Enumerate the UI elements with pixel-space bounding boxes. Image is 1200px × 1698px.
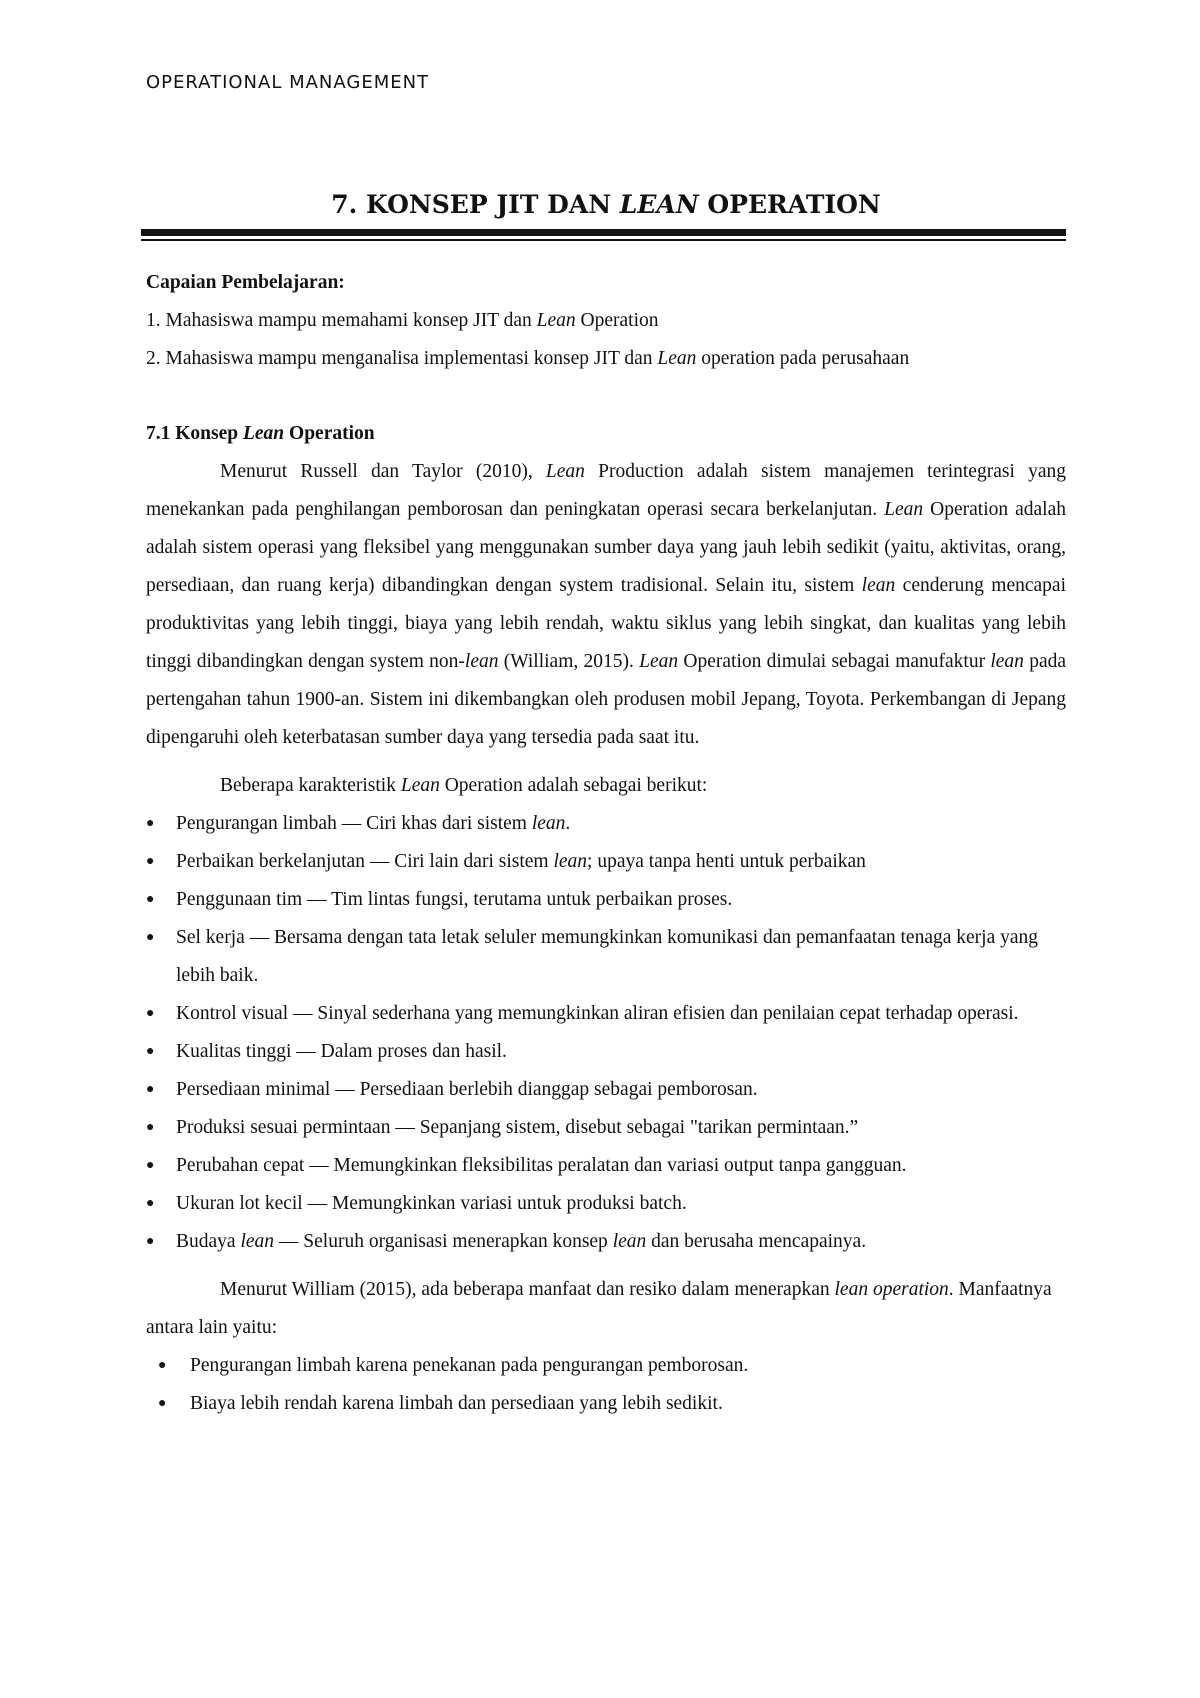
list-item-text: Budaya — [176, 1231, 241, 1252]
bullet-icon: ● — [146, 1120, 155, 1135]
paragraph-emphasis: lean — [990, 651, 1024, 672]
list-item — [146, 843, 1066, 881]
objective-text: operation pada perusahaan — [696, 348, 910, 369]
paragraph-text: Production adalah sistem manajemen terintegrasi yang menekankan pada penghilangan pemborosan dan peningkatan operasi secara berkelanjutan. — [146, 461, 1066, 520]
paragraph-text: Menurut Russell dan Taylor (2010), — [220, 461, 546, 482]
benefits-intro — [146, 1271, 1066, 1347]
list-item — [146, 1223, 1066, 1261]
bullet-icon: ● — [146, 1196, 155, 1211]
intro-paragraph — [146, 453, 1066, 757]
list-item — [146, 881, 1066, 919]
paragraph-emphasis: Lean — [639, 651, 679, 672]
list-item — [146, 1147, 1066, 1185]
intro-emphasis: lean operation — [834, 1279, 949, 1300]
bullet-icon: ● — [146, 1234, 155, 1249]
paragraph-text: Operation adalah adalah sistem operasi yang fleksibel yang menggunakan sumber daya yang jauh lebih sedikit (yaitu, aktivitas, orang, persediaan, dan ruang kerja) dibandingkan dengan system tradisional. Selain itu, sistem — [146, 499, 1067, 596]
intro-emphasis: Lean — [400, 775, 440, 796]
list-item-text: Perbaikan berkelanjutan — Ciri lain dari sistem — [176, 851, 554, 872]
list-item-text: dan berusaha mencapainya. — [646, 1231, 867, 1252]
section-heading-emphasis: Lean — [242, 423, 285, 444]
objective-text: 2. Mahasiswa mampu menganalisa implementasi konsep JIT dan — [146, 348, 658, 369]
chapter-title-italic: LEAN — [619, 190, 699, 219]
bullet-icon: ● — [146, 854, 155, 869]
objectives-heading: Capaian Pembelajaran: — [146, 272, 345, 293]
title-rule-thin — [141, 239, 1066, 241]
intro-text: Menurut William (2015), ada beberapa manfaat dan resiko dalam menerapkan — [220, 1279, 835, 1300]
objective-text: Operation — [575, 310, 659, 331]
list-item-text: . — [565, 813, 571, 834]
bullet-icon: ● — [146, 1082, 155, 1097]
intro-text: . Manfaatnya antara lain yaitu: — [146, 1279, 1052, 1338]
bullet-icon: ● — [146, 1158, 155, 1173]
list-item-text: — Seluruh organisasi menerapkan konsep — [274, 1231, 613, 1252]
list-item-emphasis: lean — [612, 1231, 647, 1252]
objective-item — [146, 340, 1066, 378]
paragraph-emphasis: Lean — [884, 499, 924, 520]
list-item-emphasis: lean — [531, 813, 566, 834]
paragraph-emphasis: lean — [464, 651, 499, 672]
chapter-title-suffix: OPERATION — [698, 190, 881, 219]
paragraph-emphasis: lean — [861, 575, 896, 596]
paragraph-emphasis: Lean — [545, 461, 585, 482]
list-item-text: Ukuran lot kecil — Memungkinkan variasi untuk produksi batch. — [176, 1193, 687, 1214]
bullet-icon: ● — [146, 1006, 155, 1021]
chapter-title — [146, 190, 1066, 219]
characteristics-list — [146, 805, 1066, 1261]
paragraph-text: pada pertengahan tahun 1900-an. Sistem ini dikembangkan oleh produsen mobil Jepang, Toyota. Perkembangan di Jepang dipengaruhi oleh keterbatasan sumber daya yang tersedia pada saat itu. — [146, 651, 1067, 748]
list-item-text: Pengurangan limbah karena penekanan pada pengurangan pemborosan. — [190, 1355, 749, 1376]
objective-emphasis: Lean — [536, 310, 576, 331]
list-item-text: Penggunaan tim — Tim lintas fungsi, terutama untuk perbaikan proses. — [176, 889, 733, 910]
list-item — [146, 1109, 1066, 1147]
bullet-icon: ● — [146, 816, 155, 831]
chapter-title-prefix: 7. KONSEP JIT DAN — [331, 190, 620, 219]
characteristics-intro — [146, 767, 1066, 805]
running-header: OPERATIONAL MANAGEMENT — [146, 72, 430, 93]
list-item — [146, 1071, 1066, 1109]
intro-text: Beberapa karakteristik — [220, 775, 401, 796]
list-item-emphasis: lean — [553, 851, 588, 872]
list-item — [146, 919, 1066, 995]
objective-text: 1. Mahasiswa mampu memahami konsep JIT dan — [146, 310, 537, 331]
paragraph-text: Operation dimulai sebagai manufaktur — [678, 651, 991, 672]
list-item — [146, 805, 1066, 843]
list-item-text: Pengurangan limbah — Ciri khas dari sistem — [176, 813, 532, 834]
section-heading — [146, 415, 1066, 453]
list-item — [146, 1347, 1066, 1385]
bullet-icon: ● — [158, 1396, 167, 1411]
list-item-text: Kualitas tinggi — Dalam proses dan hasil. — [176, 1041, 507, 1062]
list-item-text: Produksi sesuai permintaan — Sepanjang sistem, disebut sebagai "tarikan permintaan.” — [176, 1117, 859, 1138]
bullet-icon: ● — [146, 892, 155, 907]
document-body — [146, 264, 1066, 1423]
section-heading-text: 7.1 Konsep — [146, 423, 243, 444]
list-item — [146, 1185, 1066, 1223]
list-item-text: ; upaya tanpa henti untuk perbaikan — [587, 851, 866, 872]
benefits-list — [146, 1347, 1066, 1423]
list-item — [146, 1385, 1066, 1423]
paragraph-text: cenderung mencapai produktivitas yang lebih tinggi, biaya yang lebih rendah, waktu siklus yang lebih singkat, dan kualitas yang lebih tinggi dibandingkan dengan system non- — [146, 575, 1066, 672]
objective-item — [146, 302, 1066, 340]
title-rule-thick — [141, 229, 1066, 236]
section-heading-text: Operation — [284, 423, 375, 444]
bullet-icon: ● — [146, 1044, 155, 1059]
list-item-emphasis: lean — [240, 1231, 275, 1252]
list-item — [146, 995, 1066, 1033]
paragraph-text: (William, 2015). — [498, 651, 640, 672]
list-item-text: Sel kerja — Bersama dengan tata letak seluler memungkinkan komunikasi dan pemanfaatan tenaga kerja yang lebih baik. — [176, 927, 1039, 986]
intro-text: Operation adalah sebagai berikut: — [439, 775, 708, 796]
list-item-text: Persediaan minimal — Persediaan berlebih dianggap sebagai pemborosan. — [176, 1079, 758, 1100]
list-item — [146, 1033, 1066, 1071]
bullet-icon: ● — [146, 930, 155, 945]
list-item-text: Perubahan cepat — Memungkinkan fleksibilitas peralatan dan variasi output tanpa gangguan. — [176, 1155, 907, 1176]
list-item-text: Kontrol visual — Sinyal sederhana yang memungkinkan aliran efisien dan penilaian cepat terhadap operasi. — [176, 1003, 1019, 1024]
bullet-icon: ● — [158, 1358, 167, 1373]
list-item-text: Biaya lebih rendah karena limbah dan persediaan yang lebih sedikit. — [190, 1393, 723, 1414]
objective-emphasis: Lean — [657, 348, 697, 369]
